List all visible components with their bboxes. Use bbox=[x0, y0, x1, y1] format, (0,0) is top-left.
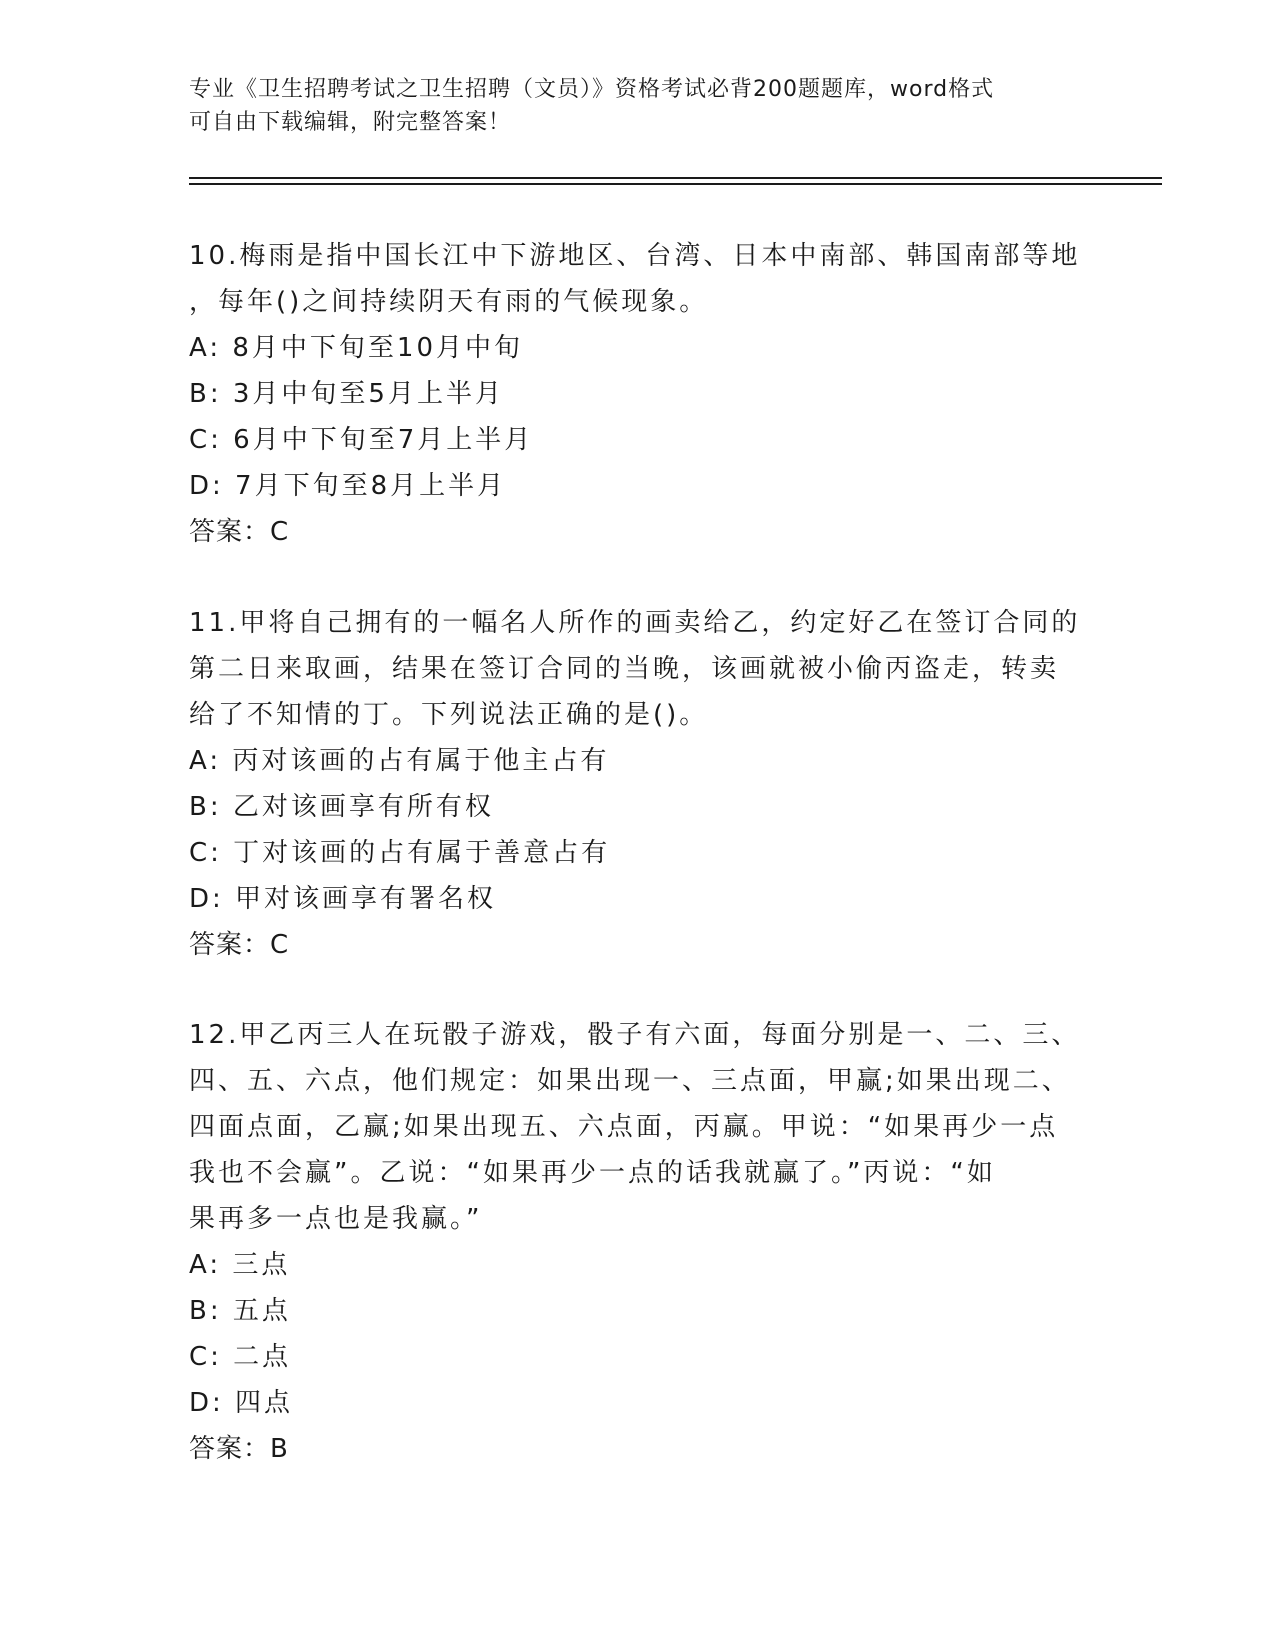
option-b: B: 3月中旬至5月上半月 bbox=[189, 379, 504, 409]
question-stem-line: 10.梅雨是指中国长江中下游地区、台湾、日本中南部、韩国南部等地 bbox=[189, 241, 1081, 271]
option-a: A: 8月中下旬至10月中旬 bbox=[189, 333, 523, 363]
answer-line: 答案：C bbox=[189, 930, 290, 960]
document-header bbox=[189, 73, 1089, 139]
option-a: A: 丙对该画的占有属于他主占有 bbox=[189, 746, 610, 776]
header-title-line-2: 可自由下载编辑，附完整答案！ bbox=[189, 110, 512, 135]
question-stem-line: 四面点面，乙赢;如果出现五、六点面，丙赢。甲说：“如果再少一点 bbox=[189, 1112, 1059, 1142]
option-c: C: 6月中下旬至7月上半月 bbox=[189, 425, 534, 455]
option-d: D: 甲对该画享有署名权 bbox=[189, 884, 497, 914]
option-d: D: 四点 bbox=[189, 1388, 294, 1418]
question-stem-line: 果再多一点也是我赢。” bbox=[189, 1204, 483, 1234]
option-b: B: 乙对该画享有所有权 bbox=[189, 792, 494, 822]
answer-line: 答案：B bbox=[189, 1434, 289, 1464]
answer-line: 答案：C bbox=[189, 517, 290, 547]
option-c: C: 丁对该画的占有属于善意占有 bbox=[189, 838, 611, 868]
option-c: C: 二点 bbox=[189, 1342, 292, 1372]
question-11 bbox=[189, 600, 1089, 968]
question-10 bbox=[189, 233, 1089, 555]
question-stem-line: 四、五、六点，他们规定：如果出现一、三点面，甲赢;如果出现二、 bbox=[189, 1066, 1071, 1096]
question-12 bbox=[189, 1012, 1089, 1472]
option-b: B: 五点 bbox=[189, 1296, 291, 1326]
question-stem-line: ，每年()之间持续阴天有雨的气候现象。 bbox=[189, 287, 709, 317]
question-stem-line: 给了不知情的丁。下列说法正确的是()。 bbox=[189, 700, 709, 730]
option-d: D: 7月下旬至8月上半月 bbox=[189, 471, 507, 501]
header-divider-bottom bbox=[189, 183, 1162, 185]
header-title-line-1: 专业《卫生招聘考试之卫生招聘（文员）》资格考试必背200题题库，word格式 bbox=[189, 77, 995, 102]
header-divider-top bbox=[189, 177, 1162, 179]
question-stem-line: 第二日来取画，结果在签订合同的当晚，该画就被小偷丙盗走，转卖 bbox=[189, 654, 1060, 684]
question-stem-line: 我也不会赢”。乙说：“如果再少一点的话我就赢了。”丙说：“如 bbox=[189, 1158, 996, 1188]
question-stem-line: 11.甲将自己拥有的一幅名人所作的画卖给乙，约定好乙在签订合同的 bbox=[189, 608, 1081, 638]
option-a: A: 三点 bbox=[189, 1250, 291, 1280]
question-stem-line: 12.甲乙丙三人在玩骰子游戏，骰子有六面，每面分别是一、二、三、 bbox=[189, 1020, 1081, 1050]
